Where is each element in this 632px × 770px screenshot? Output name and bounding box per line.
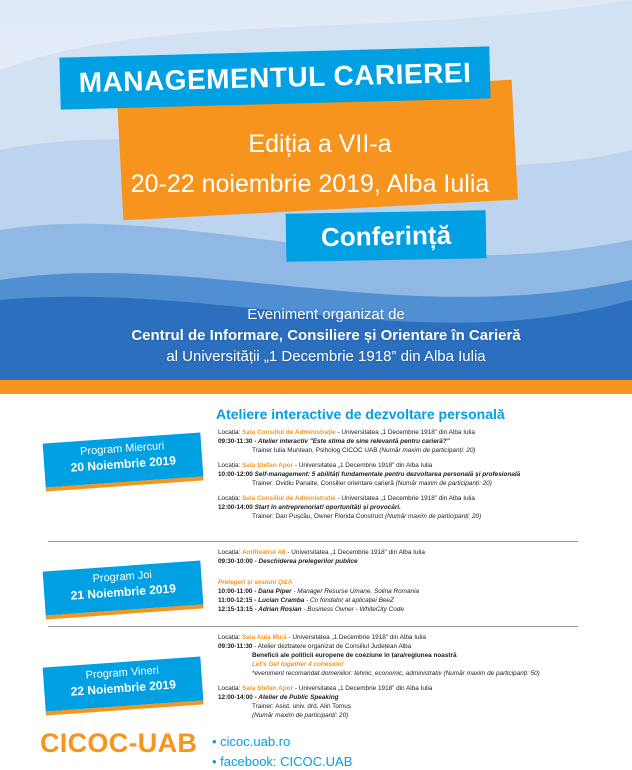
talk-line: [218, 596, 588, 605]
edition-text: Ediția a VII-a: [248, 130, 392, 158]
event-line: [218, 557, 588, 566]
loc-rest: - Universitatea „1 Decembrie 1918” din Alba Iulia: [293, 462, 433, 469]
talks-title: Prelegeri și sesiuni Q&A: [218, 579, 293, 586]
loc-room: Sala Ștefan Apor: [242, 462, 294, 469]
footer-links: [212, 732, 352, 770]
talk-time: 11:00-12:15: [218, 597, 253, 604]
talk-speaker: - Adrian Roșian: [252, 606, 302, 613]
event-time: 09:30-11:30: [218, 438, 253, 445]
trainer: Trainer: Ovidiu Panaite, Consilier orientare carieră: [252, 480, 394, 487]
day-badge-friday: [43, 657, 204, 712]
location-line: [218, 428, 588, 437]
divider: [48, 626, 578, 627]
loc-rest: - Universitatea „1 Decembrie 1918” din Alba Iulia: [335, 495, 475, 502]
day-program-label: Program Vineri: [85, 664, 160, 682]
thursday-schedule: [218, 548, 588, 614]
event-time: 12:00-14:00: [218, 504, 253, 511]
day-program-label: Program Joi: [92, 568, 153, 586]
organizer-line-3: al Universității „1 Decembrie 1918” din Alba Iulia: [166, 348, 486, 365]
day-date-label: 20 Noiembrie 2019: [70, 453, 177, 475]
location-line: [218, 494, 588, 503]
talk-role: - Business Owner - WhiteCity Code: [301, 606, 404, 613]
talk-role: - Co fondator al aplicației BeeZ: [304, 597, 394, 604]
location-line: [218, 684, 588, 693]
day-badge-wednesday: [43, 433, 204, 488]
day-date-label: 21 Noiembrie 2019: [70, 581, 177, 603]
loc-room: Sala Aula Mică: [242, 634, 287, 641]
event-title: - Atelier dezbatere organizat de Consiliul Județean Alba: [252, 643, 412, 650]
organizer-line-1: Eveniment organizat de: [247, 306, 405, 323]
event-time: 10:00-12:00: [218, 471, 253, 478]
day-program-label: Program Miercuri: [79, 440, 165, 458]
loc-prefix: Locația:: [218, 634, 243, 641]
event-line: [218, 470, 588, 479]
loc-prefix: Locația:: [218, 495, 243, 502]
loc-room: Amfiteatrul A8: [242, 549, 286, 556]
loc-prefix: Locația:: [218, 462, 243, 469]
talk-speaker: - Lucian Cramba: [252, 597, 305, 604]
loc-rest: - Universitatea „1 Decembrie 1918” din Alba Iulia: [293, 685, 433, 692]
organizer-line-2: Centrul de Informare, Consiliere și Orientare în Carieră: [131, 327, 521, 344]
event-title: MANAGEMENTUL CARIEREI: [59, 46, 490, 109]
event-subtitle: Beneficii ale politicii europene de coeziune în țara/regiunea noastră: [252, 652, 457, 659]
organizer-info: [60, 304, 592, 367]
max-participants: (Număr maxim de participanți: 20): [377, 447, 476, 454]
max-participants: (Număr maxim de participanți: 20): [393, 480, 492, 487]
event-line: [218, 642, 588, 651]
talk-line: [218, 587, 588, 596]
loc-rest: - Universitatea „1 Decembrie 1918” din Alba Iulia: [335, 429, 475, 436]
event-line: [218, 437, 588, 446]
max-participants: (Număr maxim de participanți: 20): [252, 712, 349, 719]
loc-room: Sala Consiliul de Administrație: [242, 429, 336, 436]
event-title: - Atelier interactiv "Este stima de sine relevantă pentru carieră?": [252, 438, 450, 445]
friday-schedule: [218, 633, 588, 720]
day-badge-thursday: [43, 561, 204, 616]
loc-room: Sala Consiliul de Administrație: [242, 495, 336, 502]
loc-rest: - Universitatea „1 Decembrie 1918” din Alba Iulia: [286, 634, 426, 641]
talk-time: 12:15-13:15: [218, 606, 253, 613]
event-title: - Atelier de Public Speaking: [252, 694, 339, 701]
event-title: Start în antreprenoriat! oportunități și provocări.: [252, 504, 401, 511]
talk-line: [218, 605, 588, 614]
website-link[interactable]: • cicoc.uab.ro: [212, 734, 291, 749]
trainer: Trainer Iulia Muntean, Psiholog CICOC UAB: [252, 447, 378, 454]
location-line: [218, 633, 588, 642]
day-date-label: 22 Noiembrie 2019: [70, 677, 177, 699]
event-note: *eveniment recomandat domeniilor: tehnic, economic, administrativ (Număr maxim de participanți: 50): [252, 670, 540, 677]
trainer: Trainer: Dan Pușcău, Owner Florida Construct: [252, 513, 384, 520]
loc-prefix: Locația:: [218, 685, 243, 692]
event-dates: 20-22 noiembrie 2019, Alba Iulia: [130, 170, 490, 198]
talk-role: - Manager Resurse Umane, Solina Romania: [291, 588, 420, 595]
event-title: Self-management: 5 abilități fundamentale pentru dezvoltarea personală și profesională: [252, 471, 521, 478]
location-line: [218, 461, 588, 470]
event-time: 09:30-10:00: [218, 558, 253, 565]
conference-label: Conferință: [286, 210, 487, 261]
trainer-line: Trainer: Asist. univ. drd. Alin Tomuș: [252, 703, 351, 710]
max-participants: (Număr maxim de participanți: 20): [383, 513, 482, 520]
location-line: [218, 548, 588, 557]
loc-rest: - Universitatea „1 Decembrie 1918” din Alba Iulia: [285, 549, 425, 556]
loc-prefix: Locația:: [218, 549, 243, 556]
cicoc-logo: CICOC-UAB: [40, 728, 198, 758]
trainer-line: [218, 479, 588, 488]
talk-time: 10:00-11:00: [218, 588, 253, 595]
trainer-line: [218, 512, 588, 521]
orange-divider-band: [0, 380, 632, 394]
trainer-line: [218, 446, 588, 455]
event-tagline: Let's Get together 4 cohesion!: [252, 661, 344, 668]
wednesday-schedule: [218, 428, 588, 521]
loc-room: Sala Ștefan Apor: [242, 685, 294, 692]
event-time: 12:00-14:00: [218, 694, 253, 701]
section-title: Ateliere interactive de dezvoltare personală: [216, 406, 505, 422]
event-title: - Deschiderea prelegerilor publice: [252, 558, 358, 565]
event-line: [218, 693, 588, 702]
divider: [48, 541, 578, 542]
loc-prefix: Locația:: [218, 429, 243, 436]
talk-speaker: - Dana Piper: [252, 588, 292, 595]
event-time: 09:30-11:30: [218, 643, 253, 650]
event-line: [218, 503, 588, 512]
facebook-link[interactable]: • facebook: CICOC.UAB: [212, 754, 353, 769]
